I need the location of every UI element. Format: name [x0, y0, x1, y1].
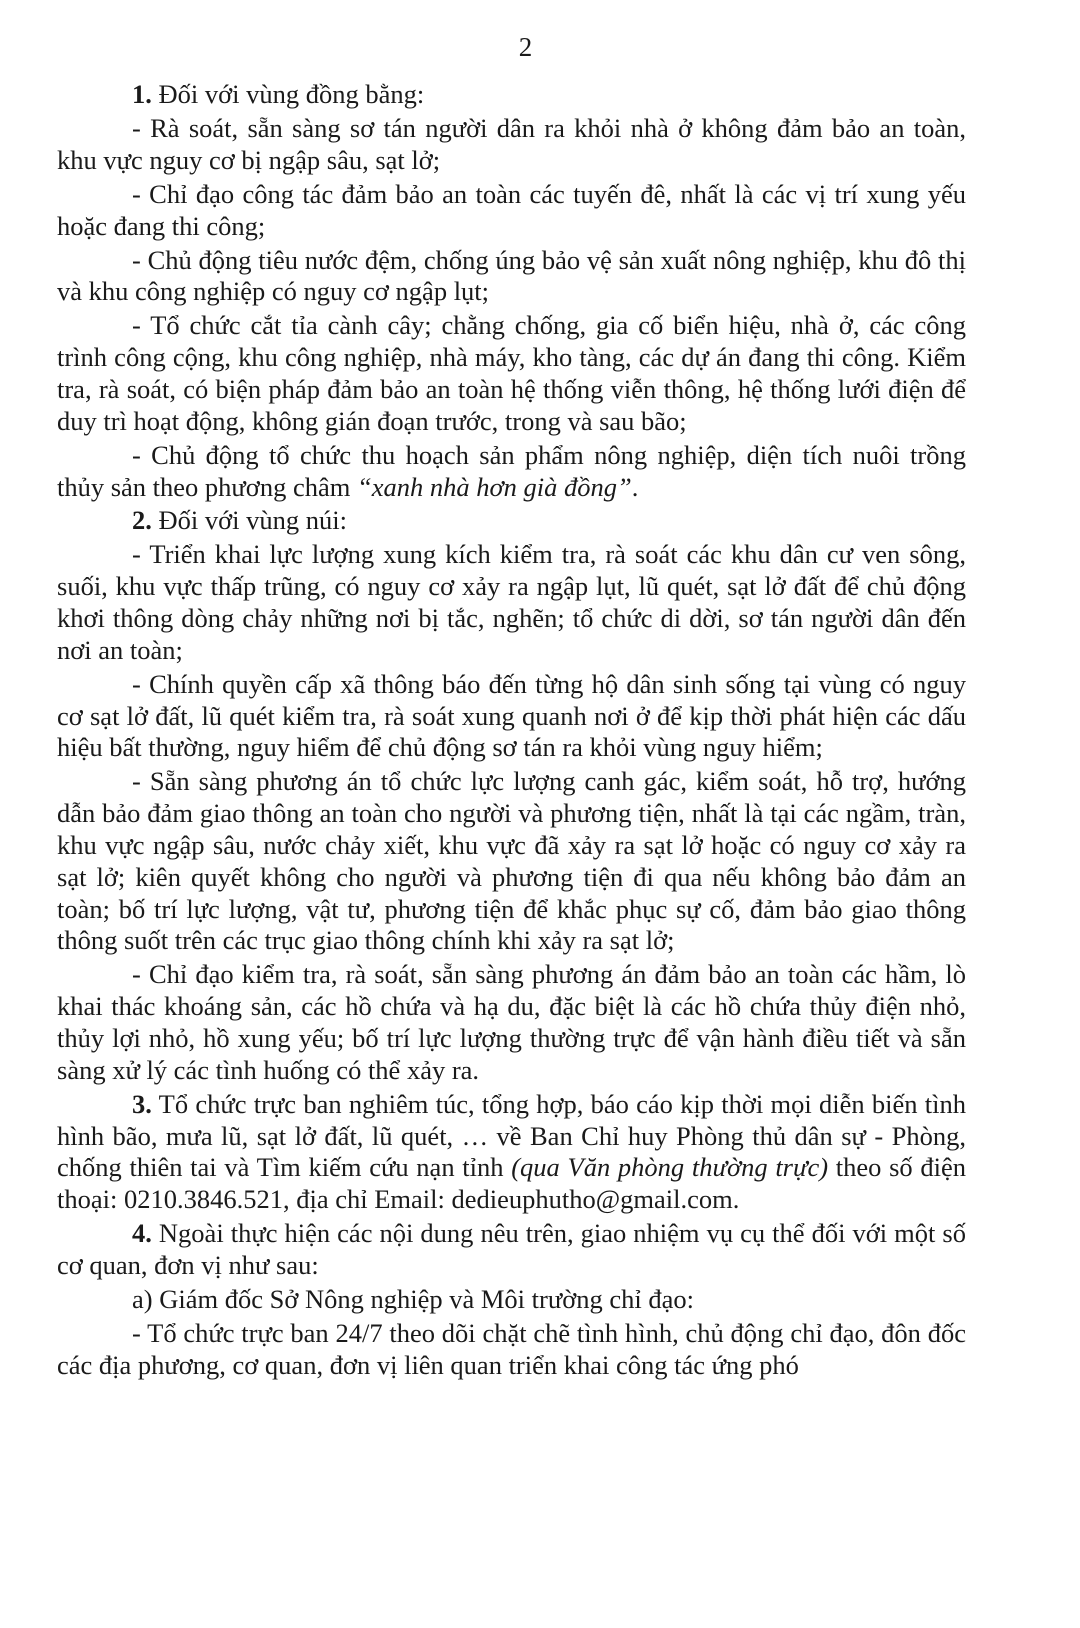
- section-2-item: - Chính quyền cấp xã thông báo đến từng hộ dân sinh sống tại vùng có nguy cơ sạt lở đất, lũ quét kiểm tra, rà soát xung quanh nơi ở để kịp thời phát hiện các dấu hiệu bất thường, nguy hiểm để chủ động sơ tán ra khỏi vùng nguy hiểm;: [57, 668, 966, 763]
- section-1-item: [57, 440, 966, 504]
- section-2-title: Đối với vùng núi:: [151, 505, 347, 536]
- section-1-last-item-end: .: [631, 471, 639, 502]
- section-3-text: Tổ chức trực ban nghiêm túc, tổng hợp, báo cáo kịp thời mọi diễn biến tình hình bão, mưa lũ, sạt lở đất, lũ quét, … về Ban Chỉ huy Phòng thủ dân sự - Phòng, chống thiên tai và Tìm kiếm cứu nạn tỉnh: [57, 1088, 966, 1183]
- section-4-item: - Tổ chức trực ban 24/7 theo dõi chặt chẽ tình hình, chủ động chỉ đạo, đôn đốc các địa phương, cơ quan, đơn vị liên quan triển khai công tác ứng phó: [57, 1317, 966, 1380]
- section-2-item: - Triển khai lực lượng xung kích kiểm tra, rà soát các khu dân cư ven sông, suối, khu vực thấp trũng, có nguy cơ xảy ra ngập lụt, lũ quét, sạt lở đất để chủ động khơi thông dòng chảy những nơi bị tắc, nghẽn; tổ chức di dời, sơ tán người dân đến nơi an toàn;: [57, 539, 966, 665]
- section-3-italic-note: (qua Văn phòng thường trực): [511, 1152, 829, 1183]
- section-3-paragraph: [57, 1089, 966, 1216]
- section-1-item: - Rà soát, sẵn sàng sơ tán người dân ra khỏi nhà ở không đảm bảo an toàn, khu vực nguy cơ bị ngập sâu, sạt lở;: [57, 112, 966, 175]
- section-4-paragraph: [57, 1218, 966, 1282]
- section-1-title: Đối với vùng đồng bằng:: [151, 79, 425, 109]
- section-3-contact: theo số điện thoại: 0210.3846.521, địa chỉ Email: dedieuphutho@gmail.com.: [57, 1152, 967, 1215]
- section-2-heading: [57, 505, 966, 537]
- section-1-item: - Chỉ đạo công tác đảm bảo an toàn các tuyến đê, nhất là các vị trí xung yếu hoặc đang thi công;: [57, 178, 966, 241]
- section-2-item: - Chỉ đạo kiểm tra, rà soát, sẵn sàng phương án đảm bảo an toàn các hầm, lò khai thác khoáng sản, các hồ chứa và hạ du, đặc biệt là các hồ chứa thủy điện nhỏ, thủy lợi nhỏ, hồ xung yếu; bố trí lực lượng thường trực để vận hành điều tiết và sẵn sàng xử lý các tình huống có thể xảy ra.: [57, 959, 966, 1085]
- section-1-last-item-text: - Chủ động tổ chức thu hoạch sản phẩm nông nghiệp, diện tích nuôi trồng thủy sản theo phương châm: [57, 439, 966, 502]
- section-2-number: 2.: [132, 505, 152, 536]
- page-number: 2: [518, 32, 533, 62]
- section-1-item: - Chủ động tiêu nước đệm, chống úng bảo vệ sản xuất nông nghiệp, khu đô thị và khu công nghiệp có nguy cơ ngập lụt;: [57, 244, 966, 307]
- section-4-sub-a: a) Giám đốc Sở Nông nghiệp và Môi trường chỉ đạo:: [132, 1283, 694, 1314]
- section-1-heading: [57, 79, 966, 111]
- motto-quote: “xanh nhà hơn già đồng”: [356, 471, 632, 502]
- section-2-item: - Sẵn sàng phương án tổ chức lực lượng canh gác, kiểm soát, hỗ trợ, hướng dẫn bảo đảm giao thông an toàn cho người và phương tiện, nhất là tại các ngầm, tràn, khu vực ngập sâu, nước chảy xiết, khu vực đã xảy ra sạt lở hoặc có nguy cơ xảy ra sạt lở; kiên quyết không cho người và phương tiện đi qua nếu không bảo đảm an toàn; bố trí lực lượng, vật tư, phương tiện để khắc phục sự cố, đảm bảo giao thông thông suốt trên các trục giao thông chính khi xảy ra sạt lở;: [57, 766, 966, 956]
- document-page: [57, 24, 966, 1384]
- section-1-number: 1.: [132, 79, 152, 109]
- section-3-number: 3.: [132, 1088, 152, 1119]
- section-1-item: - Tổ chức cắt tỉa cành cây; chằng chống, gia cố biển hiệu, nhà ở, các công trình công cộng, khu công nghiệp, nhà máy, kho tàng, các dự án đang thi công. Kiểm tra, rà soát, có biện pháp đảm bảo an toàn hệ thống viễn thông, hệ thống lưới điện để duy trì hoạt động, không gián đoạn trước, trong và sau bão;: [57, 310, 966, 436]
- section-4-number: 4.: [132, 1218, 152, 1249]
- section-4-text: Ngoài thực hiện các nội dung nêu trên, giao nhiệm vụ cụ thể đối với một số cơ quan, đơn vị như sau:: [57, 1218, 966, 1280]
